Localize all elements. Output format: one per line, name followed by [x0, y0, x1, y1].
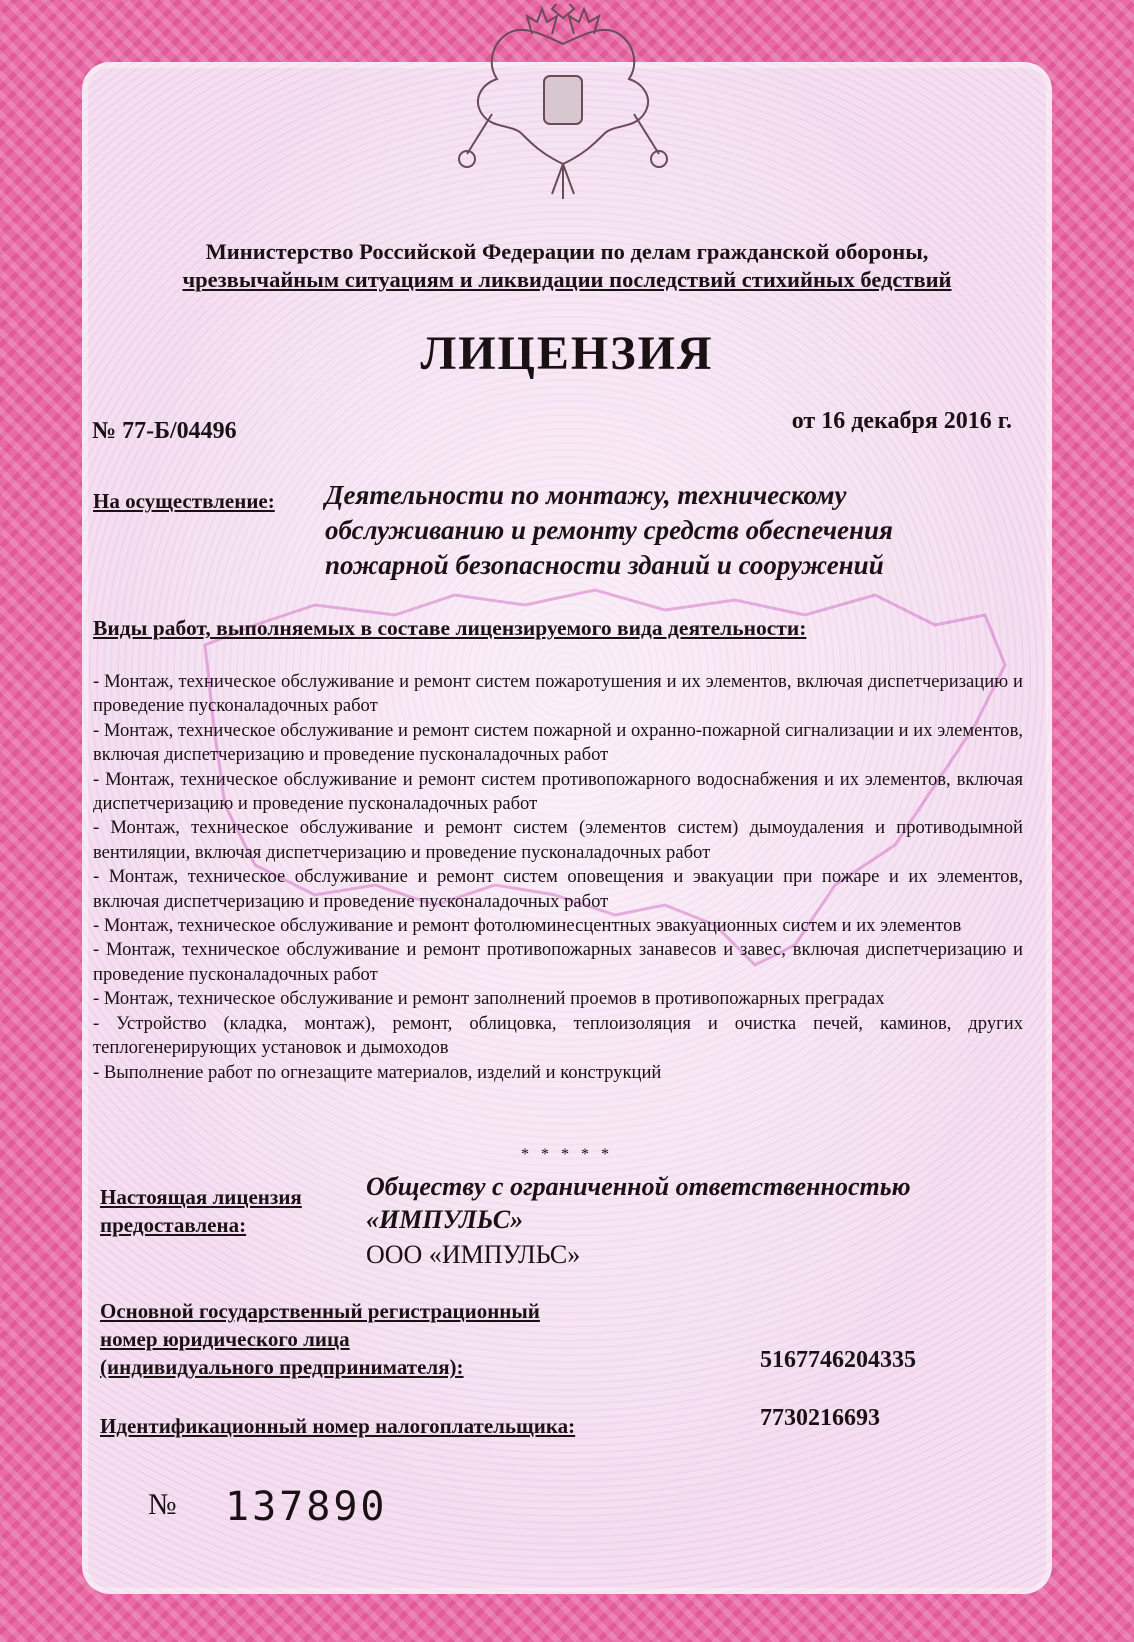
list-item: - Монтаж, техническое обслуживание и ремонт противопожарных занавесов и завес, включая диспетчеризацию и проведение пусконаладочных работ — [93, 939, 1023, 985]
grantee-short-name: ООО «ИМПУЛЬС» — [366, 1240, 581, 1269]
inn-label: Идентификационный номер налогоплательщика: — [100, 1414, 576, 1438]
list-item: - Выполнение работ по огнезащите материалов, изделий и конструкций — [93, 1061, 662, 1083]
grantee-label-line-1: Настоящая лицензия — [100, 1185, 302, 1209]
grantee-label — [100, 1183, 302, 1239]
list-item: - Монтаж, техническое обслуживание и ремонт заполнений проемов в противопожарных преградах — [93, 988, 885, 1010]
ogrn-label — [100, 1297, 540, 1381]
form-number-sign: № — [148, 1488, 177, 1521]
ogrn-label-line-1: Основной государственный регистрационный — [100, 1299, 540, 1323]
list-item: - Монтаж, техническое обслуживание и ремонт систем оповещения и эвакуации при пожаре и их элементов, включая диспетчеризацию и проведение пусконаладочных работ — [93, 866, 1023, 912]
ogrn-value: 5167746204335 — [760, 1347, 916, 1373]
ogrn-label-line-2: номер юридического лица — [100, 1327, 350, 1351]
purpose-text: Деятельности по монтажу, техническому обслуживанию и ремонту средств обеспечения пожарной безопасности зданий и сооружений — [325, 480, 893, 580]
ministry-line-1: Министерство Российской Федерации по делам гражданской обороны, — [205, 239, 929, 264]
ogrn-label-line-3: (индивидуального предпринимателя): — [100, 1355, 464, 1379]
license-date: от 16 декабря 2016 г. — [791, 408, 1012, 434]
grantee-label-line-2: предоставлена: — [100, 1213, 247, 1237]
works-label: Виды работ, выполняемых в составе лицензируемого вида деятельности: — [93, 616, 807, 640]
list-item: - Монтаж, техническое обслуживание и ремонт систем (элементов систем) дымоудаления и противодымной вентиляции, включая диспетчеризацию и проведение пусконаладочных работ — [93, 817, 1023, 863]
purpose-label: На осуществление: — [93, 489, 275, 513]
list-item: - Устройство (кладка, монтаж), ремонт, облицовка, теплоизоляция и очистка печей, каминов, других теплогенерирующих установок и дымоходов — [93, 1012, 1023, 1059]
separator: * * * * * — [521, 1146, 613, 1163]
ministry-line-2: чрезвычайным ситуациям и ликвидации последствий стихийных бедствий — [182, 267, 952, 292]
form-serial-number: 137890 — [225, 1484, 388, 1530]
list-item: - Монтаж, техническое обслуживание и ремонт систем противопожарного водоснабжения и их элементов, включая диспетчеризацию и проведение пусконаладочных работ — [93, 768, 1023, 815]
list-item: - Монтаж, техническое обслуживание и ремонт фотолюминесцентных эвакуационных систем и их элементов — [93, 915, 962, 937]
ministry-name — [120, 238, 1014, 294]
inn-value: 7730216693 — [760, 1405, 880, 1431]
works-list — [93, 670, 1023, 1085]
grantee-full-name: Обществу с ограниченной ответственностью «ИМПУЛЬС» — [366, 1172, 911, 1234]
list-item: - Монтаж, техническое обслуживание и ремонт систем пожарной и охранно-пожарной сигнализации и их элементов, включая диспетчеризацию и проведение пусконаладочных работ — [93, 719, 1023, 766]
license-number: № 77-Б/04496 — [92, 418, 237, 444]
double-headed-eagle-icon — [452, 4, 674, 204]
document-title: ЛИЦЕНЗИЯ — [420, 327, 714, 380]
list-item: - Монтаж, техническое обслуживание и ремонт систем пожаротушения и их элементов, включая диспетчеризацию и проведение пусконаладочных работ — [93, 671, 1023, 717]
